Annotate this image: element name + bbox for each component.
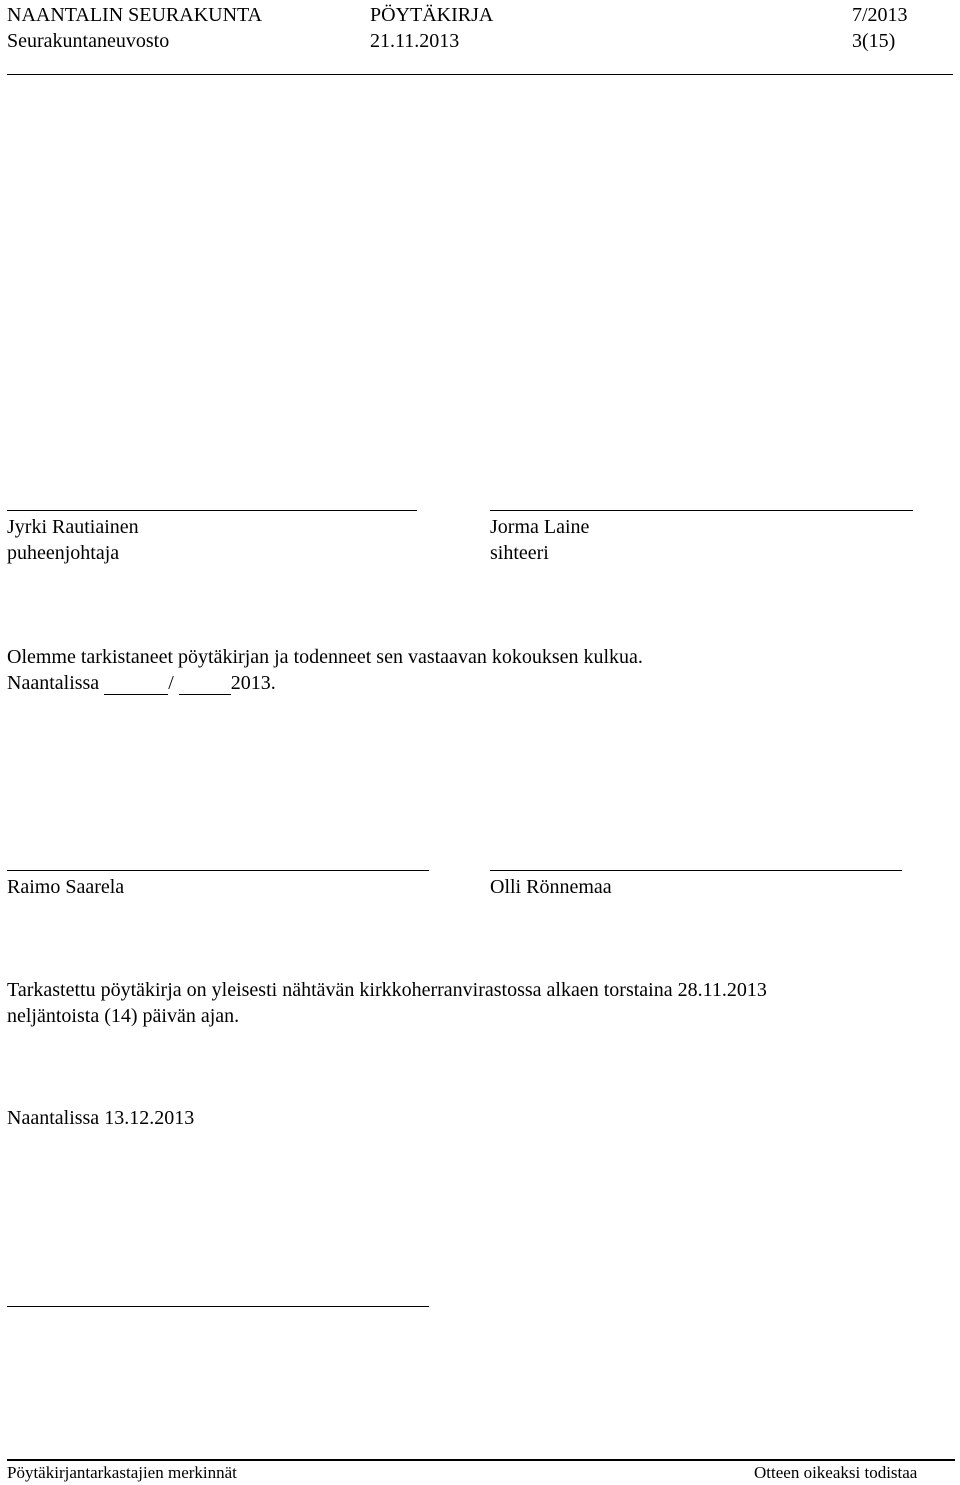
secretary-role: sihteeri [490,542,549,564]
signature-line-inspector-2 [490,870,902,871]
chair-role: puheenjohtaja [7,542,120,564]
meeting-body: Seurakuntaneuvosto [7,30,170,52]
day-blank [104,674,168,695]
organization-name: NAANTALIN SEURAKUNTA [7,4,263,26]
meeting-date: 21.11.2013 [370,30,460,52]
month-blank [179,674,231,695]
signature-line-chair [7,510,417,511]
footer-rule [7,1459,955,1461]
date-slash: / [168,672,174,694]
footer-inspectors-notes: Pöytäkirjantarkastajien merkinnät [7,1463,237,1482]
public-notice-line-1: Tarkastettu pöytäkirja on yleisesti nähtävän kirkkoherranvirastossa alkaen torstaina 28.11.2013 [7,979,767,1001]
page-number: 3(15) [852,30,896,52]
inspector-2-name: Olli Rönnemaa [490,876,612,898]
header-rule [7,74,953,75]
document-number: 7/2013 [852,4,908,26]
public-notice-line-2: neljäntoista (14) päivän ajan. [7,1005,240,1027]
verification-year: 2013. [230,672,276,694]
signature-line-secretary [490,510,913,511]
document-type: PÖYTÄKIRJA [370,4,494,26]
signature-line-final [7,1306,429,1307]
footer-certified-copy: Otteen oikeaksi todistaa [754,1463,918,1482]
place-and-date: Naantalissa 13.12.2013 [7,1107,195,1129]
verification-place-date [7,671,276,695]
verification-statement: Olemme tarkistaneet pöytäkirjan ja todenneet sen vastaavan kokouksen kulkua. [7,646,643,668]
signature-line-inspector-1 [7,870,429,871]
secretary-name: Jorma Laine [490,516,590,538]
verification-place: Naantalissa [7,672,100,694]
inspector-1-name: Raimo Saarela [7,876,125,898]
chair-name: Jyrki Rautiainen [7,516,139,538]
